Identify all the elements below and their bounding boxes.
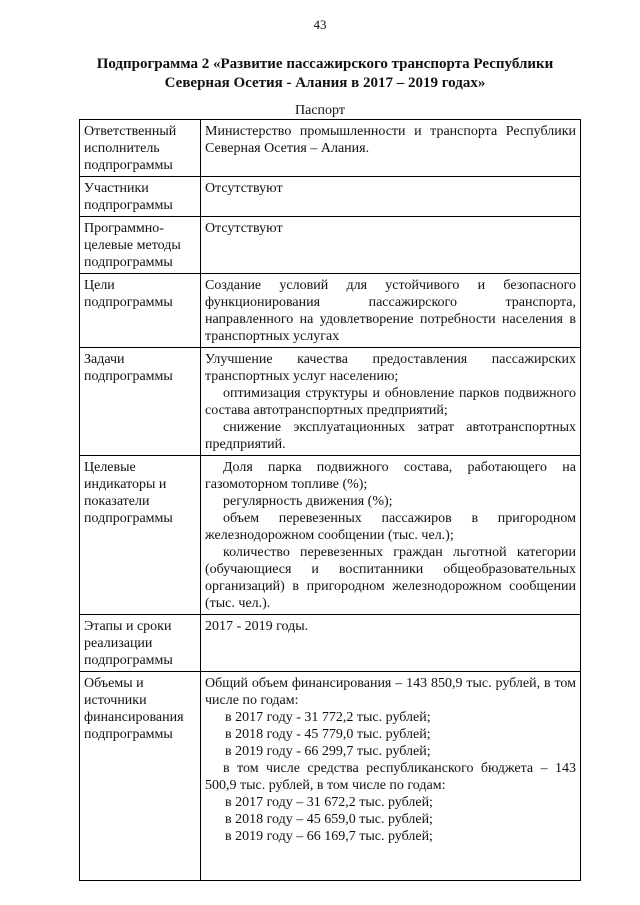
content-paragraph: Создание условий для устойчивого и безопасного функционирования пассажирского транспорта, направленного на удовлетворение потребности населения в транспортных услугах — [205, 278, 576, 344]
row-label: Этапы и сроки реализации подпрограммы — [80, 615, 201, 672]
table-row — [80, 177, 581, 217]
row-content — [201, 348, 581, 456]
content-paragraph: Министерство промышленности и транспорта Республики Северная Осетия – Алания. — [205, 124, 576, 156]
passport-table — [79, 119, 581, 881]
content-paragraph: регулярность движения (%); — [223, 494, 393, 509]
content-paragraph: Общий объем финансирования – 143 850,9 тыс. рублей, в том числе по годам: — [205, 676, 576, 708]
content-paragraph: в том числе средства республиканского бюджета – 143 500,9 тыс. рублей, в том числе по годам: — [205, 761, 576, 793]
row-content — [201, 217, 581, 274]
content-paragraph: Отсутствуют — [205, 181, 283, 196]
content-paragraph: в 2019 году – 66 169,7 тыс. рублей; — [225, 829, 433, 844]
row-content — [201, 120, 581, 177]
table-row — [80, 348, 581, 456]
table-row — [80, 274, 581, 348]
table-row — [80, 672, 581, 881]
title-line-1: Подпрограмма 2 «Развитие пассажирского транспорта Республики — [96, 56, 554, 72]
content-paragraph: Доля парка подвижного состава, работающего на газомоторном топливе (%); — [205, 460, 576, 492]
table-row — [80, 120, 581, 177]
row-label: Участники подпрограммы — [80, 177, 201, 217]
content-paragraph: снижение эксплуатационных затрат автотранспортных предприятий. — [205, 420, 576, 452]
content-paragraph: 2017 - 2019 годы. — [205, 619, 309, 634]
passport-caption: Паспорт — [295, 103, 345, 118]
content-paragraph: Улучшение качества предоставления пассажирских транспортных услуг населению; — [205, 352, 576, 384]
row-label: Программно-целевые методы подпрограммы — [80, 217, 201, 274]
row-label: Целевые индикаторы и показатели подпрограммы — [80, 456, 201, 615]
row-content — [201, 456, 581, 615]
table-row — [80, 217, 581, 274]
row-label: Цели подпрограммы — [80, 274, 201, 348]
title-line-2: Северная Осетия - Алания в 2017 – 2019 годах» — [164, 75, 486, 91]
content-paragraph: оптимизация структуры и обновление парков подвижного состава автотранспортных предприятий; — [205, 386, 576, 418]
content-paragraph: количество перевезенных граждан льготной категории (обучающиеся и воспитанники общеобразовательных организаций) в пригородном железнодорожном сообщении (тыс. чел.). — [205, 545, 576, 611]
row-content — [201, 672, 581, 881]
content-paragraph: в 2017 году – 31 672,2 тыс. рублей; — [225, 795, 433, 810]
table-row — [80, 615, 581, 672]
page-number: 43 — [313, 17, 327, 32]
row-label: Ответственный исполнитель подпрограммы — [80, 120, 201, 177]
row-content — [201, 274, 581, 348]
row-label: Задачи подпрограммы — [80, 348, 201, 456]
row-label: Объемы и источники финансирования подпрограммы — [80, 672, 201, 881]
table-row — [80, 456, 581, 615]
page-title — [60, 55, 590, 93]
content-paragraph: объем перевезенных пассажиров в пригородном железнодорожном сообщении (тыс. чел.); — [205, 511, 576, 543]
content-paragraph: Отсутствуют — [205, 221, 283, 236]
content-paragraph: в 2018 году - 45 779,0 тыс. рублей; — [225, 727, 431, 742]
content-paragraph: в 2019 году - 66 299,7 тыс. рублей; — [225, 744, 431, 759]
content-paragraph: в 2017 году - 31 772,2 тыс. рублей; — [225, 710, 431, 725]
row-content — [201, 177, 581, 217]
content-paragraph: в 2018 году – 45 659,0 тыс. рублей; — [225, 812, 433, 827]
row-content — [201, 615, 581, 672]
